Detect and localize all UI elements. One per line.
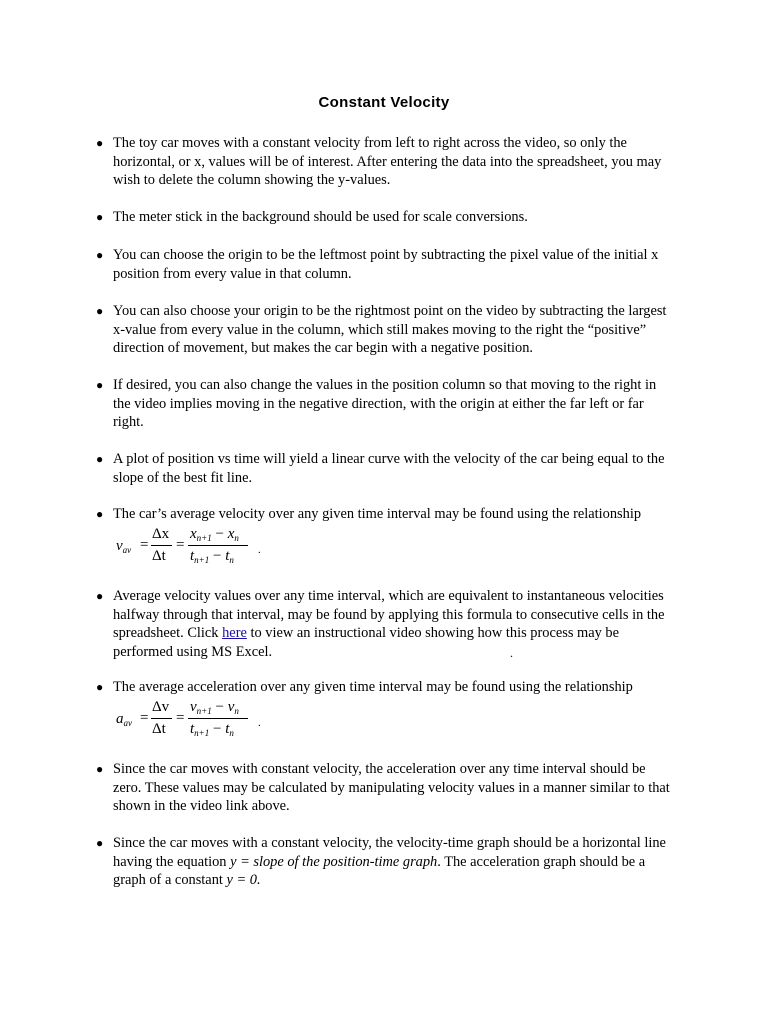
list-item-text: A plot of position vs time will yield a linear curve with the velocity of the car being equal to the slope of the best fit line.: [113, 451, 665, 486]
formula-lhs: $a_{av}$: [116, 711, 132, 728]
bullet-icon: ●: [96, 762, 104, 776]
list-item: [96, 208, 676, 227]
list-item: [96, 760, 676, 816]
list-item: [96, 134, 676, 190]
bullet-icon: ●: [96, 589, 104, 603]
formula-numerator: $v_{n+1} - v_n$: [190, 699, 239, 716]
list-item: [96, 505, 676, 575]
bullet-icon: ●: [96, 836, 104, 850]
bullet-icon: ●: [96, 136, 104, 150]
formula-denominator: $t_{n+1} - t_n$: [190, 721, 234, 738]
list-item-text: If desired, you can also change the values in the position column so that moving to the right in the video implies moving in the negative direction, with the origin at either the far left or far right.: [113, 377, 657, 431]
velocity-formula: [114, 525, 274, 569]
list-item-text: The car’s average velocity over any given time interval may be found using the relationship: [113, 506, 642, 522]
formula-equals: =: [140, 710, 149, 726]
formula-denominator: $t_{n+1} - t_n$: [190, 548, 234, 565]
list-item-text: The average acceleration over any given time interval may be found using the relationship: [113, 679, 633, 695]
list-item: [96, 450, 676, 487]
formula-trailing-period: .: [258, 544, 261, 556]
list-item-text: The meter stick in the background should be used for scale conversions.: [113, 209, 528, 225]
bullet-icon: ●: [96, 248, 104, 262]
list-item: [96, 587, 676, 661]
acceleration-formula: [114, 698, 274, 742]
list-item-text: Since the car moves with a constant velocity, the velocity-time graph should be a horizontal line having the equation y = slope of the position-time graph. The acceleration graph should be a graph of a constant y = 0.: [113, 835, 666, 889]
list-item-text: You can also choose your origin to be the rightmost point on the video by subtracting the largest x-value from every value in the column, which still makes moving to the right the “positive” direction of movement, but makes the car begin with a negative position.: [113, 303, 667, 357]
bullet-icon: ●: [96, 210, 104, 224]
list-item: [96, 376, 676, 432]
formula-numerator: $x_{n+1} - x_n$: [190, 526, 239, 543]
list-item: [96, 246, 676, 283]
formula-denominator: Δt: [152, 721, 166, 737]
list-item-text: Average velocity values over any time interval, which are equivalent to instantaneous velocities halfway through that interval, may be found by applying this formula to consecutive cells in the spreadsheet. Click here to view an instructional video showing how this process may be performed using MS Excel.: [113, 588, 665, 660]
list-item: [96, 834, 676, 890]
fraction-bar: [151, 718, 172, 719]
fraction-bar: [188, 545, 248, 546]
formula-equals: =: [176, 537, 185, 553]
stray-period: .: [510, 646, 513, 660]
list-item: [96, 302, 676, 358]
formula-numerator: Δv: [152, 699, 170, 715]
fraction-bar: [188, 718, 248, 719]
bullet-icon: ●: [96, 680, 104, 694]
page-title: Constant Velocity: [318, 94, 450, 111]
formula-lhs: $v_{av}$: [116, 538, 132, 555]
list-item-text: The toy car moves with a constant velocity from left to right across the video, so only the horizontal, or x, values will be of interest. After entering the data into the spreadsheet, you may wish to delete the column showing the y-values.: [113, 135, 662, 189]
italic-equation: y = 0.: [226, 872, 261, 889]
fraction-bar: [151, 545, 172, 546]
formula-numerator: Δx: [152, 526, 170, 542]
formula-equals: =: [140, 537, 149, 553]
formula-equals: =: [176, 710, 185, 726]
list-item: [96, 678, 676, 748]
list-item-text: Since the car moves with constant velocity, the acceleration over any time interval should be zero. These values may be calculated by manipulating velocity values in a manner similar to that shown in the video link above.: [113, 761, 670, 815]
list-item-text: You can choose the origin to be the leftmost point by subtracting the pixel value of the initial x position from every value in that column.: [113, 247, 659, 282]
bullet-icon: ●: [96, 378, 104, 392]
formula-trailing-period: .: [258, 717, 261, 729]
video-link[interactable]: here: [222, 625, 247, 642]
bullet-icon: ●: [96, 507, 104, 521]
bullet-icon: ●: [96, 452, 104, 466]
italic-equation: y = slope of the position-time graph: [230, 853, 438, 870]
formula-denominator: Δt: [152, 548, 166, 564]
bullet-icon: ●: [96, 304, 104, 318]
